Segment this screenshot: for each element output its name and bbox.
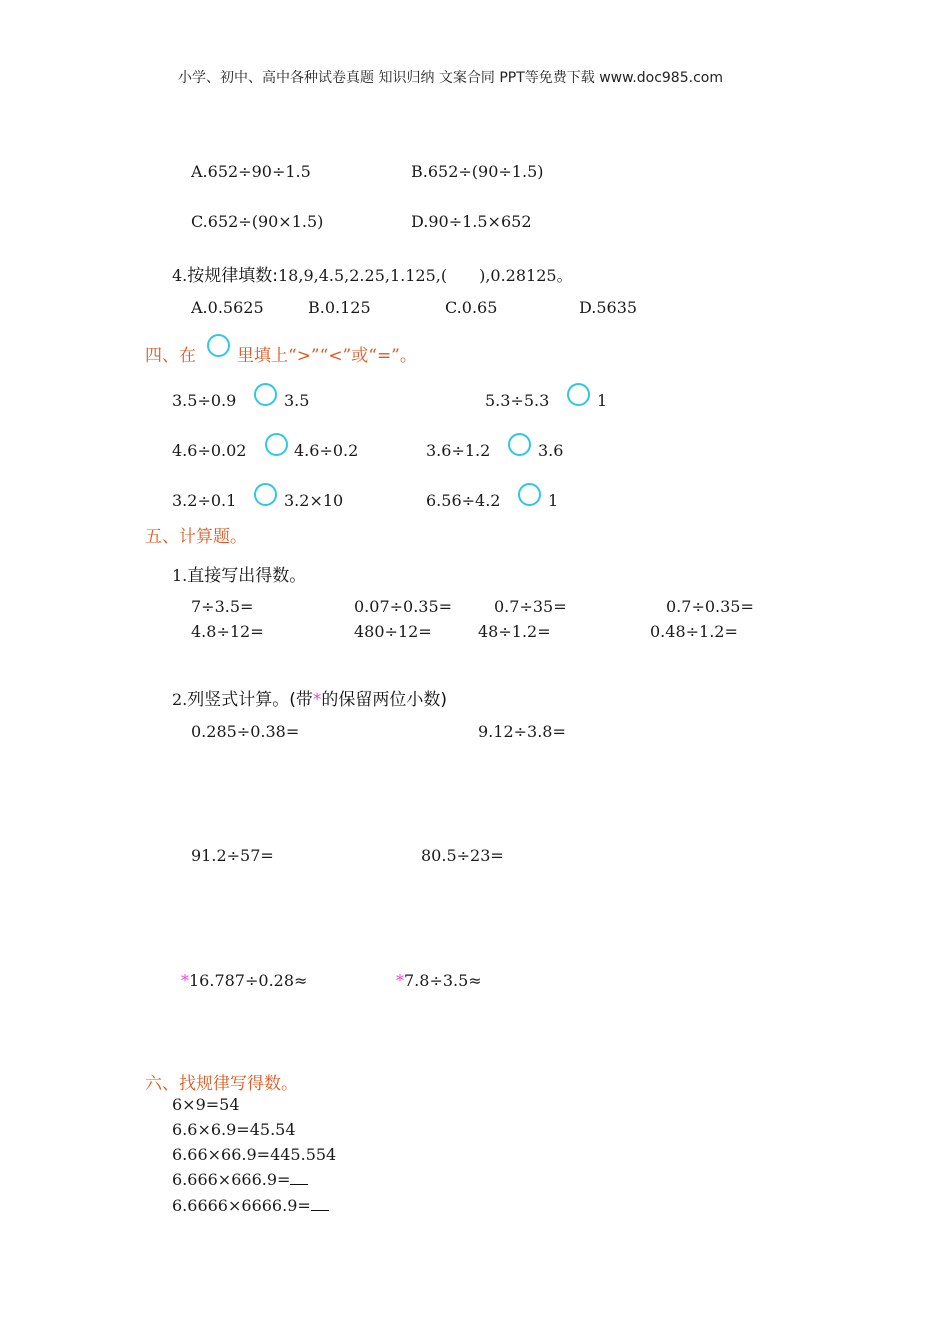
vertical-calc-4: 80.5÷23=: [421, 846, 504, 865]
star-icon: *: [181, 971, 189, 990]
compare-left-3: 4.6÷0.02: [172, 441, 247, 460]
pattern-line-5: [172, 1196, 329, 1215]
oral-calc-8: 0.48÷1.2=: [650, 622, 738, 641]
sub2-heading: [172, 685, 447, 710]
pattern-line-4: [172, 1170, 308, 1189]
pattern-line-5-text: 6.6666×6666.9=: [172, 1196, 311, 1215]
q4-sequence: 18,9,4.5,2.25,1.125,( ),0.28125。: [278, 266, 573, 285]
compare-circle-4[interactable]: [508, 433, 531, 456]
vertical-calc-2: 9.12÷3.8=: [478, 722, 566, 741]
vertical-calc-1: 0.285÷0.38=: [191, 722, 300, 741]
pattern-line-2: 6.6×6.9=45.54: [172, 1120, 296, 1139]
sub1-heading: [172, 561, 306, 586]
section4-title-post: 里填上“>”“<”或“=”。: [237, 346, 417, 366]
vertical-calc-6: [396, 971, 482, 990]
vertical-calc-5: [181, 971, 307, 990]
q4-option-d: D.5635: [579, 298, 638, 317]
q4-option-a: A.0.5625: [191, 298, 264, 317]
sub1-title: 直接写出得数。: [187, 566, 307, 586]
star-icon: *: [396, 971, 404, 990]
pattern-line-1: 6×9=54: [172, 1095, 240, 1114]
compare-circle-5[interactable]: [254, 483, 277, 506]
oral-calc-7: 48÷1.2=: [478, 622, 551, 641]
pattern-line-3: 6.66×66.9=445.554: [172, 1145, 337, 1164]
compare-right-6: 1: [548, 491, 559, 510]
section4-title-pre: 四、在: [145, 346, 196, 366]
sub2-title-pre: 列竖式计算。(带: [187, 690, 313, 710]
q3-option-a: A.652÷90÷1.5: [191, 162, 311, 181]
oral-calc-4: 0.7÷0.35=: [666, 597, 754, 616]
compare-right-4: 3.6: [538, 441, 564, 460]
q4-option-b: B.0.125: [308, 298, 371, 317]
compare-right-5: 3.2×10: [284, 491, 344, 510]
answer-blank[interactable]: [290, 1170, 308, 1185]
oral-calc-6: 480÷12=: [354, 622, 432, 641]
compare-right-3: 4.6÷0.2: [294, 441, 359, 460]
compare-circle-1[interactable]: [254, 383, 277, 406]
compare-right-1: 3.5: [284, 391, 310, 410]
sub2-number: 2.: [172, 690, 188, 709]
compare-circle-6[interactable]: [518, 483, 541, 506]
section5-title: 五、计算题。: [145, 527, 247, 547]
compare-left-5: 3.2÷0.1: [172, 491, 237, 510]
section6-title: 六、找规律写得数。: [145, 1074, 298, 1094]
sub1-number: 1.: [172, 566, 188, 585]
oral-calc-3: 0.7÷35=: [494, 597, 567, 616]
sub2-title-post: 的保留两位小数): [321, 690, 448, 710]
oral-calc-5: 4.8÷12=: [191, 622, 264, 641]
star-icon: *: [312, 690, 322, 710]
pattern-line-4-text: 6.666×666.9=: [172, 1170, 291, 1189]
vertical-calc-5-text: 16.787÷0.28≈: [189, 971, 308, 990]
circle-blank-icon: [207, 334, 230, 357]
compare-right-2: 1: [597, 391, 608, 410]
compare-left-1: 3.5÷0.9: [172, 391, 237, 410]
vertical-calc-3: 91.2÷57=: [191, 846, 274, 865]
q4-option-c: C.0.65: [445, 298, 498, 317]
oral-calc-2: 0.07÷0.35=: [354, 597, 453, 616]
compare-circle-2[interactable]: [567, 383, 590, 406]
compare-left-6: 6.56÷4.2: [426, 491, 501, 510]
oral-calc-1: 7÷3.5=: [191, 597, 254, 616]
q4-number: 4.: [172, 266, 188, 285]
q3-option-c: C.652÷(90×1.5): [191, 212, 324, 231]
q3-option-d: D.90÷1.5×652: [411, 212, 532, 231]
q4-question: [172, 261, 573, 286]
compare-circle-3[interactable]: [265, 433, 288, 456]
page-header: 小学、初中、高中各种试卷真题 知识归纳 文案合同 PPT等免费下载 www.doc985.com: [178, 70, 723, 86]
q4-text: 按规律填数:: [187, 266, 278, 286]
vertical-calc-6-text: 7.8÷3.5≈: [404, 971, 482, 990]
q3-option-b: B.652÷(90÷1.5): [411, 162, 544, 181]
compare-left-4: 3.6÷1.2: [426, 441, 491, 460]
compare-left-2: 5.3÷5.3: [485, 391, 550, 410]
answer-blank[interactable]: [311, 1196, 329, 1211]
